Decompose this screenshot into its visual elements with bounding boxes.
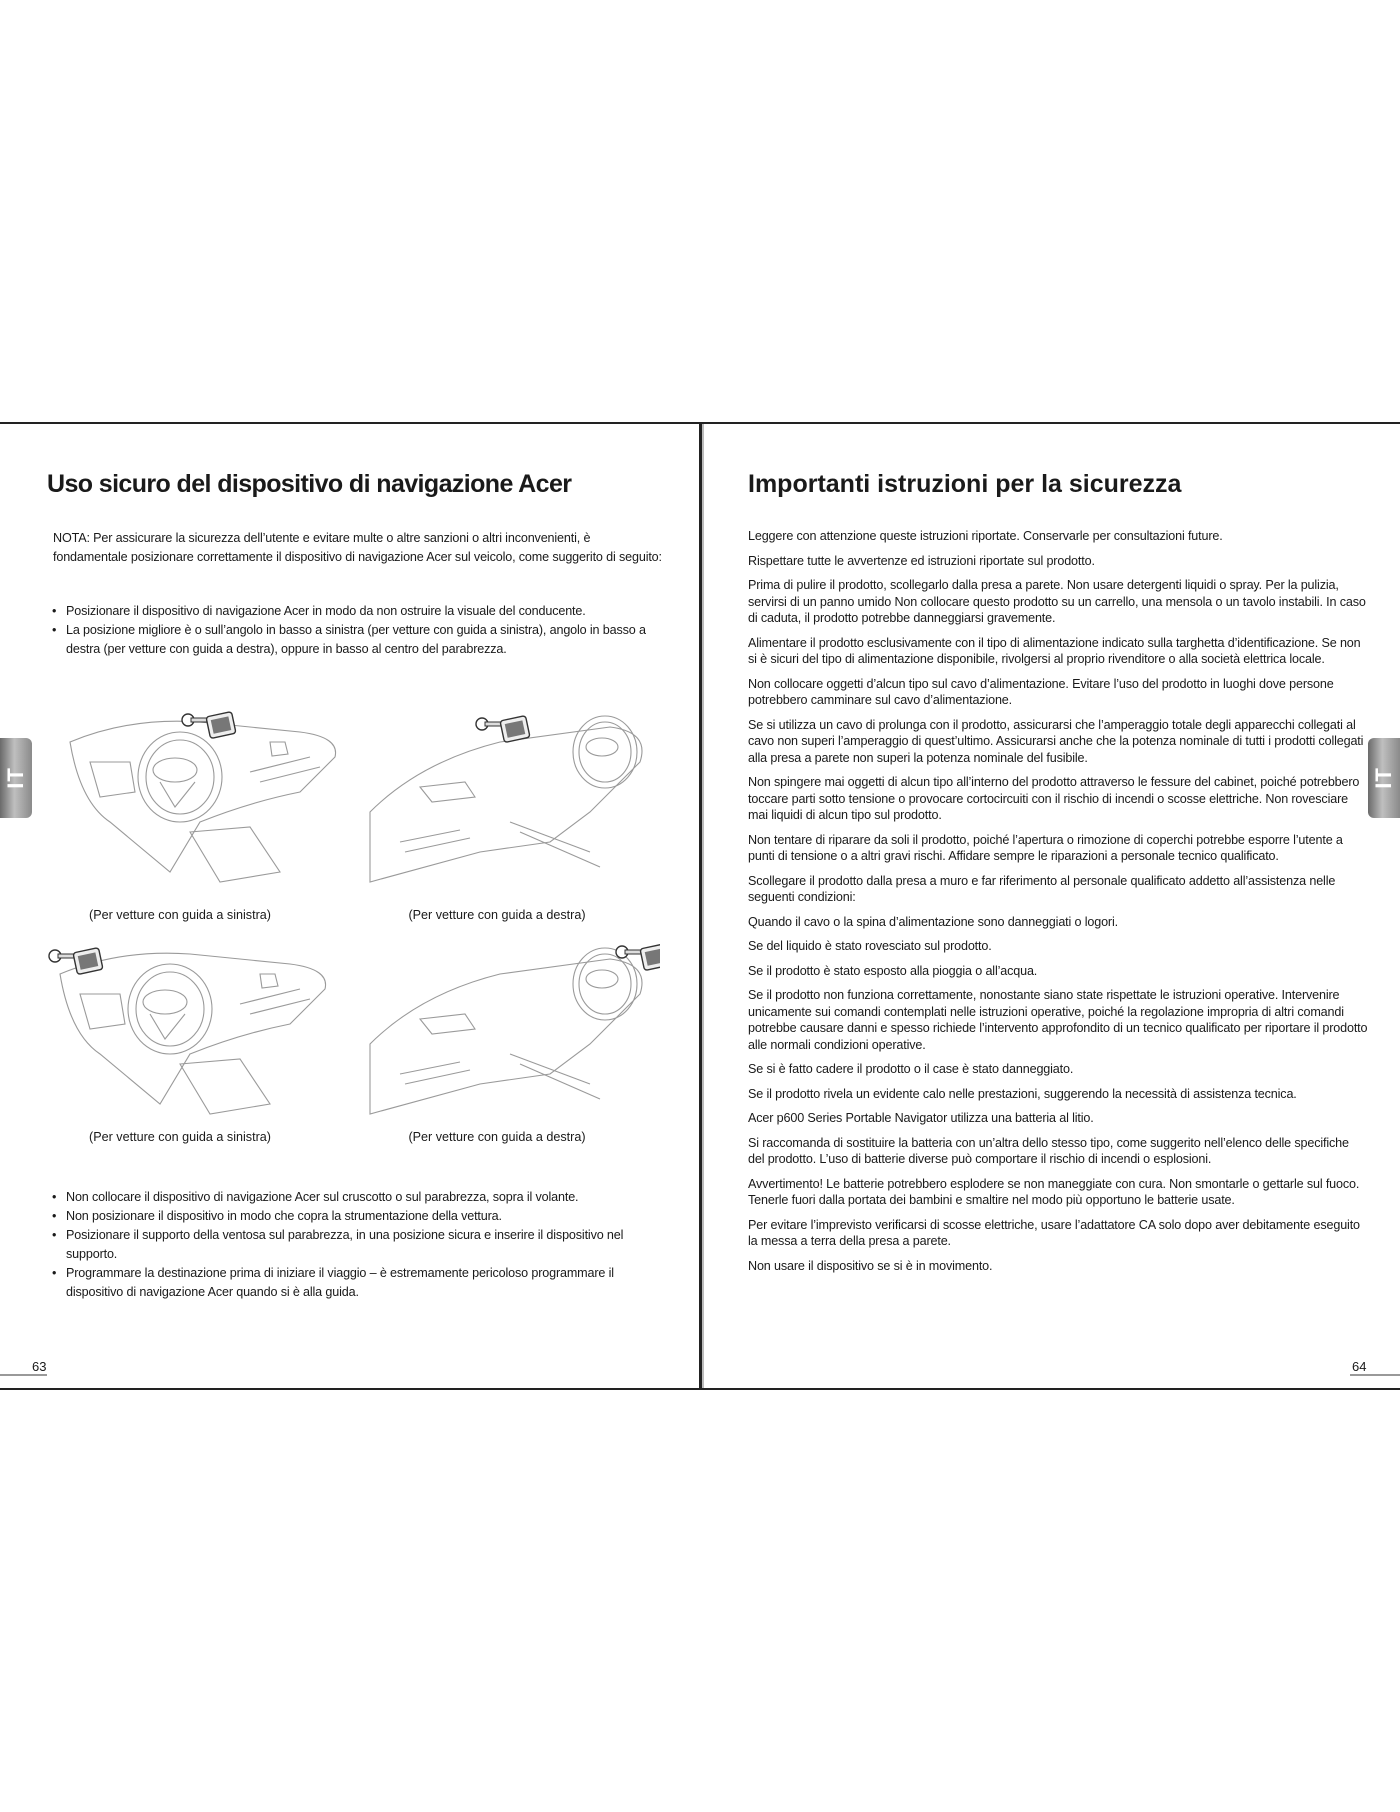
car-dashboard-left-hand-drive-illustration: [40, 934, 340, 1119]
instruction-paragraph: Non usare il dispositivo se si è in movimento.: [748, 1258, 993, 1273]
right-page-title: Importanti istruzioni per la sicurezza: [748, 470, 1182, 498]
list-item: • Posizionare il dispositivo di navigazione Acer in modo da non ostruire la visuale del conducente.: [52, 602, 672, 621]
instruction-paragraph: Se si è fatto cadere il prodotto o il case è stato danneggiato.: [748, 1062, 1074, 1076]
manual-spread: [0, 422, 1400, 1390]
instruction-paragraph: Non spingere mai oggetti di alcun tipo all’interno del prodotto attraverso le fessure del cabinet, poiché potrebbero toccare parti sotto tensione o provocare cortocircuiti con il rischio di incendi o scosse elettriche. Non rovesciare mai liquidi di alcun tipo sul prodotto.: [748, 775, 1360, 822]
safety-instructions: [748, 528, 1368, 1282]
usage-warnings-list: [52, 1188, 672, 1302]
list-item: • Posizionare il supporto della ventosa sul parabrezza, in una posizione sicura e inserire il dispositivo nel supporto.: [52, 1226, 672, 1264]
placement-guidelines-list: [52, 602, 672, 659]
page-number-rule: [1350, 1374, 1400, 1376]
instruction-paragraph: Non tentare di riparare da soli il prodotto, poiché l’apertura o rimozione di coperchi potrebbe esporre l’utente a punti di tensione o a altri gravi rischi. Affidare sempre le riparazioni a personale tecnico qualificato.: [748, 832, 1343, 863]
page-number: 63: [32, 1359, 47, 1374]
instruction-paragraph: Prima di pulire il prodotto, scollegarlo dalla presa a parete. Non usare detergenti liquidi o spray. Per la pulizia, servirsi di un panno umido Non collocare questo prodotto su un carrello, una mensola o un tavolo instabili. In caso di caduta, il prodotto potrebbe danneggiarsi gravemente.: [748, 578, 1366, 625]
instruction-paragraph: Se il prodotto rivela un evidente calo nelle prestazioni, suggerendo la necessità di assistenza tecnica.: [748, 1086, 1297, 1101]
car-dashboard-left-hand-drive-illustration: [50, 702, 350, 887]
instruction-paragraph: Scollegare il prodotto dalla presa a muro e far riferimento al personale qualificato addetto all’assistenza nelle seguenti condizioni:: [748, 873, 1336, 904]
instruction-paragraph: Quando il cavo o la spina d’alimentazione sono danneggiati o logori.: [748, 914, 1118, 929]
figure-caption: (Per vetture con guida a destra): [408, 1130, 586, 1144]
car-dashboard-right-hand-drive-illustration: [360, 702, 660, 887]
instruction-paragraph: Si raccomanda di sostituire la batteria con un’altra dello stesso tipo, come suggerito nell’elenco delle specifiche del prodotto. L’uso di batterie diverse può comportare il rischio di incendi o esplosioni.: [748, 1135, 1349, 1166]
language-tab-it: IT: [0, 738, 32, 818]
safety-note: NOTA: Per assicurare la sicurezza dell’utente e evitare multe o altre sanzioni o altri inconvenienti, è fondamentale posizionare correttamente il dispositivo di navigazione Acer sul veicolo, come suggerito di seguito:: [53, 531, 662, 564]
instruction-paragraph: Rispettare tutte le avvertenze ed istruzioni riportate sul prodotto.: [748, 553, 1095, 568]
instruction-paragraph: Non collocare oggetti d’alcun tipo sul cavo d’alimentazione. Evitare l’uso del prodotto in luoghi dove persone potrebbero camminare sul cavo d’alimentazione.: [748, 676, 1334, 707]
car-dashboard-right-hand-drive-illustration: [360, 934, 660, 1119]
instruction-paragraph: Se del liquido è stato rovesciato sul prodotto.: [748, 939, 992, 953]
page-number: 64: [1352, 1359, 1367, 1374]
figure-caption: (Per vetture con guida a destra): [408, 908, 586, 922]
list-item: • Programmare la destinazione prima di iniziare il viaggio – è estremamente pericoloso programmare il dispositivo di navigazione Acer quando si è alla guida.: [52, 1264, 672, 1302]
left-page-title: Uso sicuro del dispositivo di navigazione Acer: [47, 470, 572, 498]
instruction-paragraph: Avvertimento! Le batterie potrebbero esplodere se non maneggiate con cura. Non smontarle o gettarle sul fuoco. Tenerle fuori dalla portata dei bambini e smaltire nel modo più opportuno le batterie usate.: [748, 1176, 1360, 1207]
list-item: • La posizione migliore è o sull’angolo in basso a sinistra (per vetture con guida a sinistra), angolo in basso a destra (per vetture con guida a destra), oppure in basso al centro del parabrezza.: [52, 621, 672, 659]
figure-caption: (Per vetture con guida a sinistra): [89, 908, 271, 922]
right-page: [704, 424, 1400, 1388]
instruction-paragraph: Acer p600 Series Portable Navigator utilizza una batteria al litio.: [748, 1111, 1094, 1125]
instruction-paragraph: Se si utilizza un cavo di prolunga con il prodotto, assicurarsi che l’amperaggio totale degli apparecchi collegati al cavo non superi l’amperaggio di quest’ultimo. Assicurarsi anche che la potenza nominale di tutti i prodotti collegati alla presa a parete non superi la potenza nominale del fusibile.: [748, 717, 1364, 765]
instruction-paragraph: Per evitare l’imprevisto verificarsi di scosse elettriche, usare l’adattatore CA solo dopo aver debitamente eseguito la messa a terra della presa a parete.: [748, 1217, 1360, 1248]
instruction-paragraph: Leggere con attenzione queste istruzioni riportate. Conservarle per consultazioni future.: [748, 529, 1223, 543]
left-page: [0, 424, 699, 1388]
instruction-paragraph: Se il prodotto è stato esposto alla pioggia o all’acqua.: [748, 963, 1038, 978]
page-number-rule: [0, 1374, 47, 1376]
list-item: • Non posizionare il dispositivo in modo che copra la strumentazione della vettura.: [52, 1207, 672, 1226]
instruction-paragraph: Alimentare il prodotto esclusivamente con il tipo di alimentazione indicato sulla targhetta d’identificazione. Se non si è sicuri del tipo di alimentazione disponibile, rivolgersi al proprio rivenditore o alla società elettrica locale.: [748, 635, 1361, 666]
page-divider: [699, 424, 702, 1388]
language-tab-it: IT: [1368, 738, 1400, 818]
instruction-paragraph: Se il prodotto non funziona correttamente, nonostante siano state rispettate le istruzioni operative. Intervenire unicamente sui comandi contemplati nelle istruzioni operative, poiché la regolazione impropria di altri comandi potrebbe causare danni e spesso richiede l’intervento approfondito di un tecnico qualificato per riportare il prodotto alle normali condizioni operative.: [748, 988, 1368, 1052]
list-item: • Non collocare il dispositivo di navigazione Acer sul cruscotto o sul parabrezza, sopra il volante.: [52, 1188, 672, 1207]
figure-caption: (Per vetture con guida a sinistra): [89, 1130, 271, 1144]
